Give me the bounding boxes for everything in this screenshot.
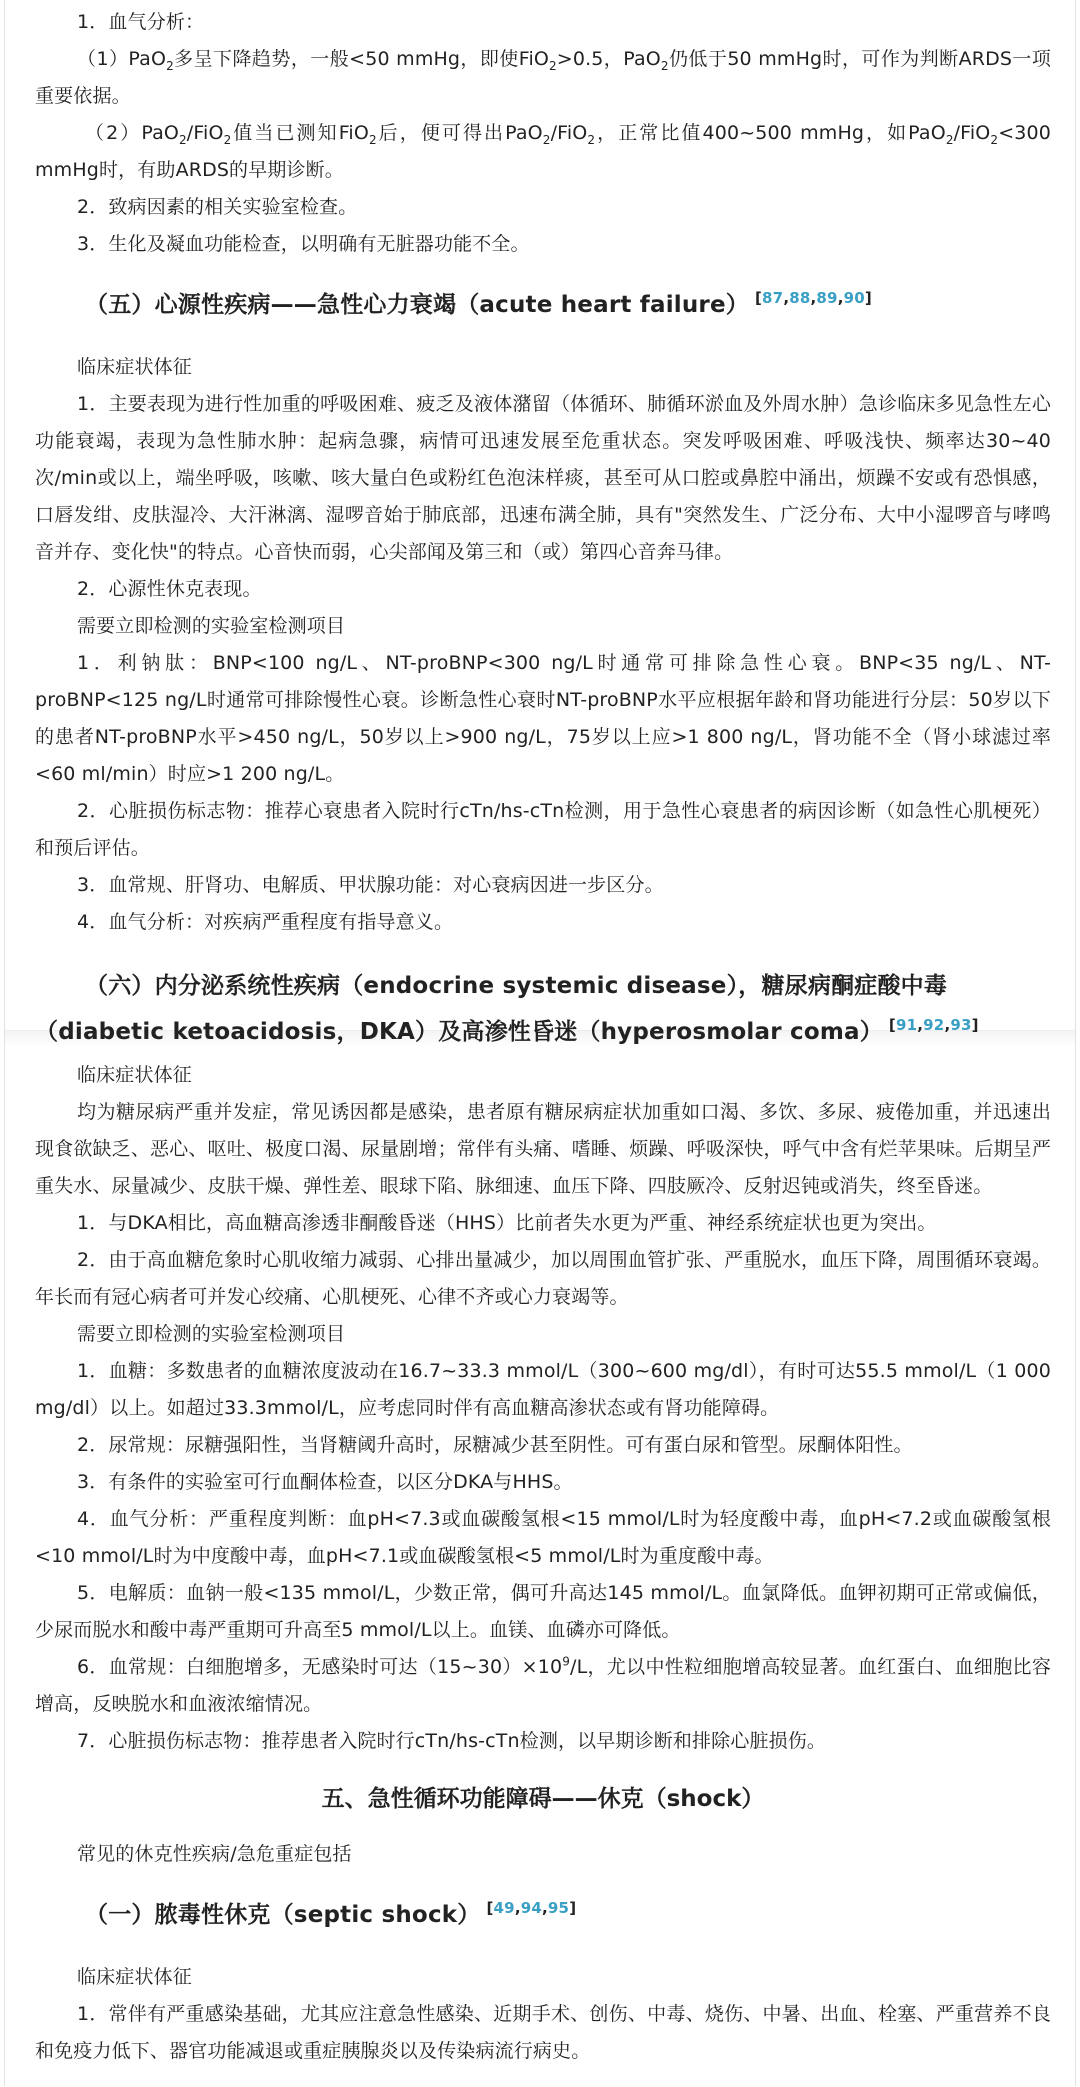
document-panel-top	[5, 0, 1075, 1045]
endocrine-symptom-1: 1．与DKA相比，高血糖高渗透非酮酸昏迷（HHS）比前者失水更为严重、神经系统症状也更为突出。	[77, 1212, 937, 1234]
blood-gas-item-1: 1．血气分析：	[77, 11, 205, 33]
heart-symptom-1: 1．主要表现为进行性加重的呼吸困难、疲乏及液体潴留（体循环、肺循环淤血及外周水肿）急诊临床多见急性左心功能衰竭，表现为急性肺水肿：起病急骤，病情可迅速发展至危重状态。突发呼吸困难、呼吸浅快、频率达30~40次/min或以上，端坐呼吸，咳嗽、咳大量白色或粉红色泡沫样痰，甚至可从口腔或鼻腔中涌出，烦躁不安或有恐惧感，口唇发绀、皮肤湿冷、大汗淋漓、湿啰音始于肺底部，迅速布满全肺，具有"突然发生、广泛分布、大中小湿啰音与哮鸣音并存、变化快"的特点。心音快而弱，心尖部闻及第三和（或）第四心音奔马律。	[35, 393, 1051, 563]
heart-failure-refs: [87,88,89,90]	[754, 289, 872, 308]
blood-gas-item-1b: （2）PaO$_2$/FiO$_2$值当已测知FiO$_2$后，便可得出PaO$_2$/FiO$_2$，正常比值400~500 mmHg，如PaO$_2$/FiO$_2$<300 mmHg时，有助ARDS的早期诊断。	[35, 122, 1052, 181]
heart-lab-3: 3．血常规、肝肾功、电解质、甲状腺功能：对心衰病因进一步区分。	[77, 874, 664, 896]
heart-failure-heading: （五）心源性疾病——急性心力衰竭（acute heart failure） [87,88,89,90]	[85, 289, 872, 318]
shock-intro: 常见的休克性疾病/急危重症包括	[77, 1843, 352, 1865]
septic-shock-refs: [49,94,95]	[486, 1899, 577, 1918]
ref-link[interactable]: 94	[520, 1899, 542, 1918]
shock-symptom-1: 1．常伴有严重感染基础，尤其应注意急性感染、近期手术、创伤、中毒、烧伤、中暑、出血、栓塞、严重营养不良和免疫力低下、器官功能减退或重症胰腺炎以及传染病流行病史。	[35, 2003, 1051, 2062]
ref-link[interactable]: 49	[493, 1899, 515, 1918]
heart-lab-label: 需要立即检测的实验室检测项目	[77, 615, 346, 637]
blood-gas-item-3: 3．生化及凝血功能检查，以明确有无脏器功能不全。	[77, 233, 530, 255]
endocrine-symptom-0: 均为糖尿病严重并发症，常见诱因都是感染，患者原有糖尿病症状加重如口渴、多饮、多尿、疲倦加重，并迅速出现食欲缺乏、恶心、呕吐、极度口渴、尿量剧增；常伴有头痛、嗜睡、烦躁、呼吸深快，呼气中含有烂苹果味。后期呈严重失水、尿量减少、皮肤干燥、弹性差、眼球下陷、脉细速、血压下降、四肢厥冷、反射迟钝或消失，终至昏迷。	[35, 1101, 1051, 1197]
endocrine-lab-7: 7．心脏损伤标志物：推荐患者入院时行cTn/hs-cTn检测，以早期诊断和排除心脏损伤。	[77, 1730, 827, 1752]
shock-clinical-label: 临床症状体征	[77, 1966, 192, 1988]
septic-shock-heading: （一）脓毒性休克（septic shock） [49,94,95]	[85, 1899, 577, 1928]
endocrine-lab-5: 5．电解质：血钠一般<135 mmol/L，少数正常，偶可升高达145 mmol/L。血氯降低。血钾初期可正常或偏低，少尿而脱水和酸中毒严重期可升高至5 mmol/L以上。血镁、血磷亦可降低。	[35, 1582, 1051, 1641]
heart-lab-2: 2．心脏损伤标志物：推荐心衰患者入院时行cTn/hs-cTn检测，用于急性心衰患者的病因诊断（如急性心肌梗死）和预后评估。	[35, 800, 1051, 859]
ref-link[interactable]: 91	[895, 1016, 918, 1035]
endocrine-lab-6: 6．血常规：白细胞增多，无感染时可达$(15\sim 30)\times 10^9/L$，尤以中性粒细胞增高较显著。血红蛋白、血细胞比容增高，反映脱水和血液浓缩情况。	[35, 1654, 1051, 1715]
document-panel-bottom	[5, 1047, 1075, 2087]
heart-lab-4: 4．血气分析：对疾病严重程度有指导意义。	[77, 911, 454, 933]
endocrine-lab-4: 4．血气分析：严重程度判断：血pH<7.3或血碳酸氢根<15 mmol/L时为轻度酸中毒，血pH<7.2或血碳酸氢根<10 mmol/L时为中度酸中毒，血pH<7.1或血碳酸氢根<5 mmol/L时为重度酸中毒。	[35, 1508, 1051, 1567]
endocrine-lab-1: 1．血糖：多数患者的血糖浓度波动在16.7~33.3 mmol/L（300~600 mg/dl），有时可达55.5 mmol/L（1 000 mg/dl）以上。如超过33.3mmol/L，应考虑同时伴有高血糖高渗状态或有肾功能障碍。	[35, 1360, 1051, 1419]
ref-link[interactable]: 95	[547, 1899, 570, 1918]
ref-link[interactable]: 90	[843, 289, 865, 308]
blood-gas-item-2: 2．致病因素的相关实验室检查。	[77, 196, 358, 218]
ref-link[interactable]: 88	[789, 289, 811, 308]
ref-link[interactable]: 89	[816, 289, 838, 308]
endocrine-lab-3: 3．有条件的实验室可行血酮体检查，以区分DKA与HHS。	[77, 1471, 573, 1493]
heart-clinical-label: 临床症状体征	[77, 356, 192, 378]
heart-symptom-2: 2．心源性休克表现。	[77, 578, 262, 600]
ref-link[interactable]: 93	[950, 1016, 972, 1035]
blood-gas-item-1a: （1）PaO$_2$多呈下降趋势，一般<50 mmHg，即使FiO$_2$>0.5，PaO$_2$仍低于50 mmHg时，可作为判断ARDS一项重要依据。	[35, 48, 1051, 107]
endocrine-symptom-2: 2．由于高血糖危象时心肌收缩力减弱、心排出量减少，加以周围血管扩张、严重脱水，血压下降，周围循环衰竭。年长而有冠心病者可并发心绞痛、心肌梗死、心律不齐或心力衰竭等。	[35, 1249, 1051, 1308]
document-page	[4, 0, 1076, 2086]
heart-lab-1: 1．利钠肽：BNP<100 ng/L、NT-proBNP<300 ng/L时通常可排除急性心衰。BNP<35 ng/L、NT-proBNP<125 ng/L时通常可排除慢性心衰。诊断急性心衰时NT-proBNP水平应根据年龄和肾功能进行分层：50岁以下的患者NT-proBNP水平>450 ng/L，50岁以上>900 ng/L，75岁以上应>1 800 ng/L，肾功能不全（肾小球滤过率<60 ml/min）时应>1 200 ng/L。	[35, 652, 1051, 785]
endocrine-clinical-label: 临床症状体征	[77, 1064, 192, 1086]
ref-link[interactable]: 87	[762, 289, 784, 308]
shock-heading: 五、急性循环功能障碍——休克（shock）	[321, 1786, 765, 1812]
endocrine-refs: [91,92,93]	[888, 1016, 979, 1035]
endocrine-heading: （六）内分泌系统性疾病（endocrine systemic disease），糖尿病酮症酸中毒（diabetic ketoacidosis，DKA）及高渗性昏迷（hyperosmolar coma） [91,92,93]	[35, 973, 979, 1045]
endocrine-lab-label: 需要立即检测的实验室检测项目	[77, 1323, 346, 1345]
endocrine-lab-2: 2．尿常规：尿糖强阳性，当肾糖阈升高时，尿糖减少甚至阴性。可有蛋白尿和管型。尿酮体阳性。	[77, 1434, 913, 1456]
ref-link[interactable]: 92	[923, 1016, 945, 1035]
